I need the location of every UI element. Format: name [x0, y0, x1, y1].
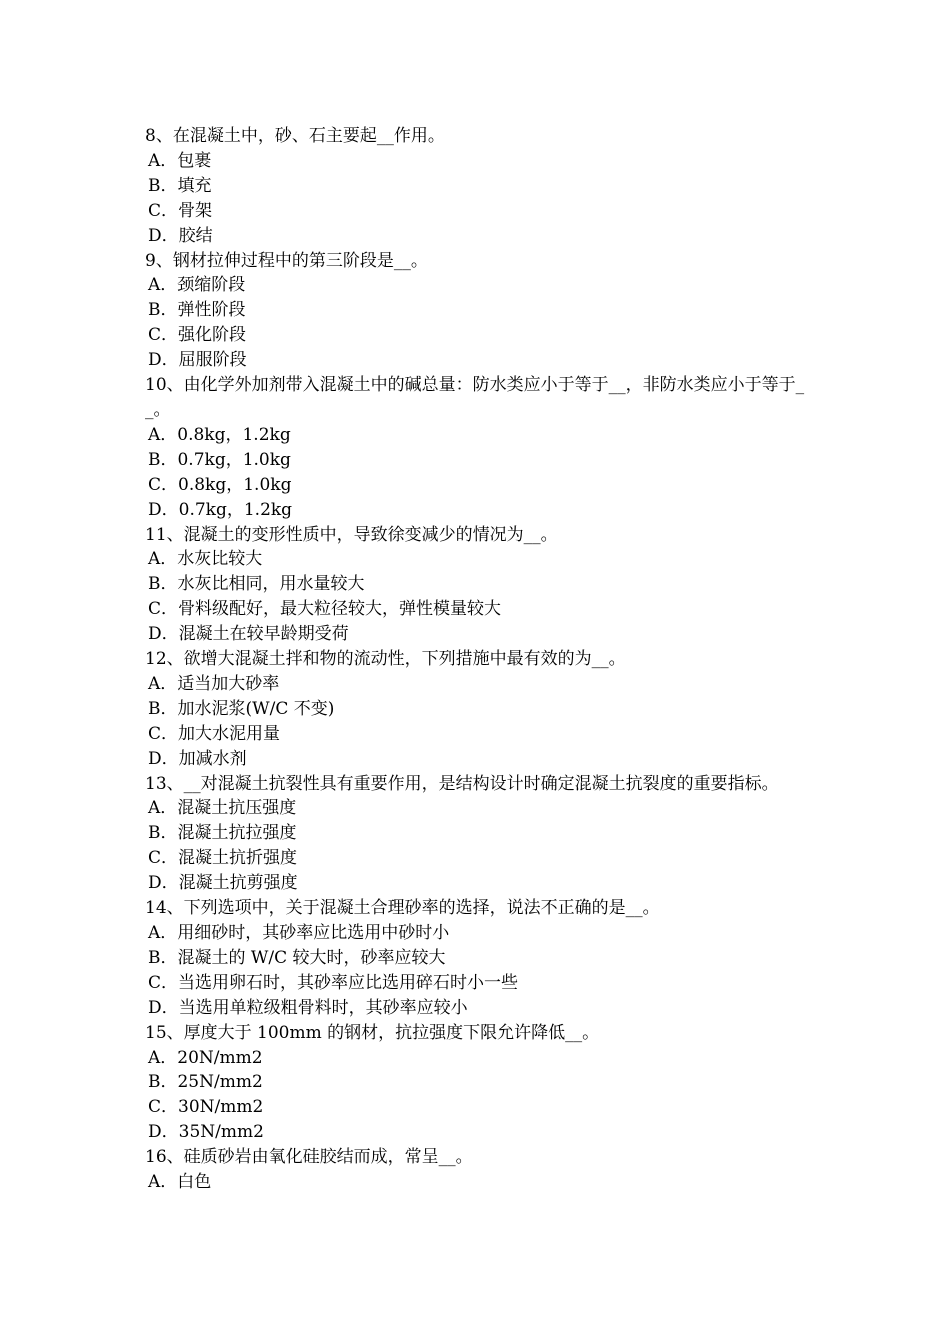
option-c: C．30N/mm2	[148, 1097, 264, 1118]
option-a: A．颈缩阶段	[148, 275, 246, 296]
question-16	[145, 1145, 810, 1195]
option-d: D．混凝土抗剪强度	[148, 873, 298, 894]
option-d: D．当选用单粒级粗骨料时，其砂率应较小	[148, 997, 468, 1018]
question-text: 13、__对混凝土抗裂性具有重要作用，是结构设计时确定混凝土抗裂度的重要指标。	[145, 773, 779, 794]
option-c: C．0.8kg，1.0kg	[148, 474, 292, 495]
question-text: 11、混凝土的变形性质中，导致徐变减少的情况为__。	[145, 524, 558, 545]
question-14	[145, 896, 810, 1021]
question-11	[145, 523, 810, 648]
option-d: D．胶结	[148, 225, 213, 246]
option-b: B．混凝土的 W/C 较大时，砂率应较大	[148, 947, 446, 968]
option-a: A．白色	[148, 1172, 212, 1193]
option-c: C．加大水泥用量	[148, 723, 281, 744]
option-c: C．骨料级配好，最大粒径较大，弹性模量较大	[148, 599, 502, 620]
option-c: C．强化阶段	[148, 325, 247, 346]
option-b: B．弹性阶段	[148, 300, 246, 321]
option-a: A．0.8kg，1.2kg	[148, 424, 291, 445]
option-b: B．加水泥浆(W/C 不变)	[148, 698, 335, 719]
question-text: 9、钢材拉伸过程中的第三阶段是__。	[145, 250, 428, 271]
option-b: B．填充	[148, 175, 212, 196]
option-b: B．混凝土抗拉强度	[148, 823, 297, 844]
question-15	[145, 1021, 810, 1146]
document-page	[145, 124, 810, 1195]
question-text: 10、由化学外加剂带入混凝土中的碱总量：防水类应小于等于__，非防水类应小于等于__。	[145, 375, 805, 420]
option-a: A．混凝土抗压强度	[148, 798, 297, 819]
option-d: D．加减水剂	[148, 748, 247, 769]
option-a: A．20N/mm2	[148, 1047, 263, 1068]
question-text: 15、厚度大于 100mm 的钢材，抗拉强度下限允许降低__。	[145, 1022, 600, 1043]
question-8	[145, 124, 810, 249]
option-a: A．用细砂时，其砂率应比选用中砂时小	[148, 923, 450, 943]
question-text: 12、欲增大混凝土拌和物的流动性，下列措施中最有效的为__。	[145, 649, 626, 670]
option-d: D．35N/mm2	[148, 1122, 264, 1143]
question-text: 14、下列选项中，关于混凝土合理砂率的选择，说法不正确的是__。	[145, 898, 660, 919]
question-text: 16、硅质砂岩由氧化硅胶结而成，常呈__。	[145, 1147, 473, 1168]
question-13	[145, 772, 810, 897]
option-b: B．水灰比相同，用水量较大	[148, 574, 365, 595]
option-c: C．当选用卵石时，其砂率应比选用碎石时小一些	[148, 972, 519, 993]
option-d: D．屈服阶段	[148, 350, 247, 371]
option-b: B．0.7kg，1.0kg	[148, 449, 291, 470]
question-10	[145, 373, 810, 522]
option-d: D．混凝土在较早龄期受荷	[148, 624, 349, 645]
option-a: A．适当加大砂率	[148, 673, 280, 694]
question-12	[145, 647, 810, 772]
option-d: D．0.7kg，1.2kg	[148, 499, 293, 520]
question-text: 8、在混凝土中，砂、石主要起__作用。	[145, 126, 445, 146]
option-c: C．混凝土抗折强度	[148, 848, 298, 869]
question-9	[145, 249, 810, 374]
option-a: A．包裹	[148, 150, 212, 171]
option-b: B．25N/mm2	[148, 1072, 263, 1093]
option-c: C．骨架	[148, 200, 213, 221]
option-a: A．水灰比较大	[148, 549, 263, 570]
